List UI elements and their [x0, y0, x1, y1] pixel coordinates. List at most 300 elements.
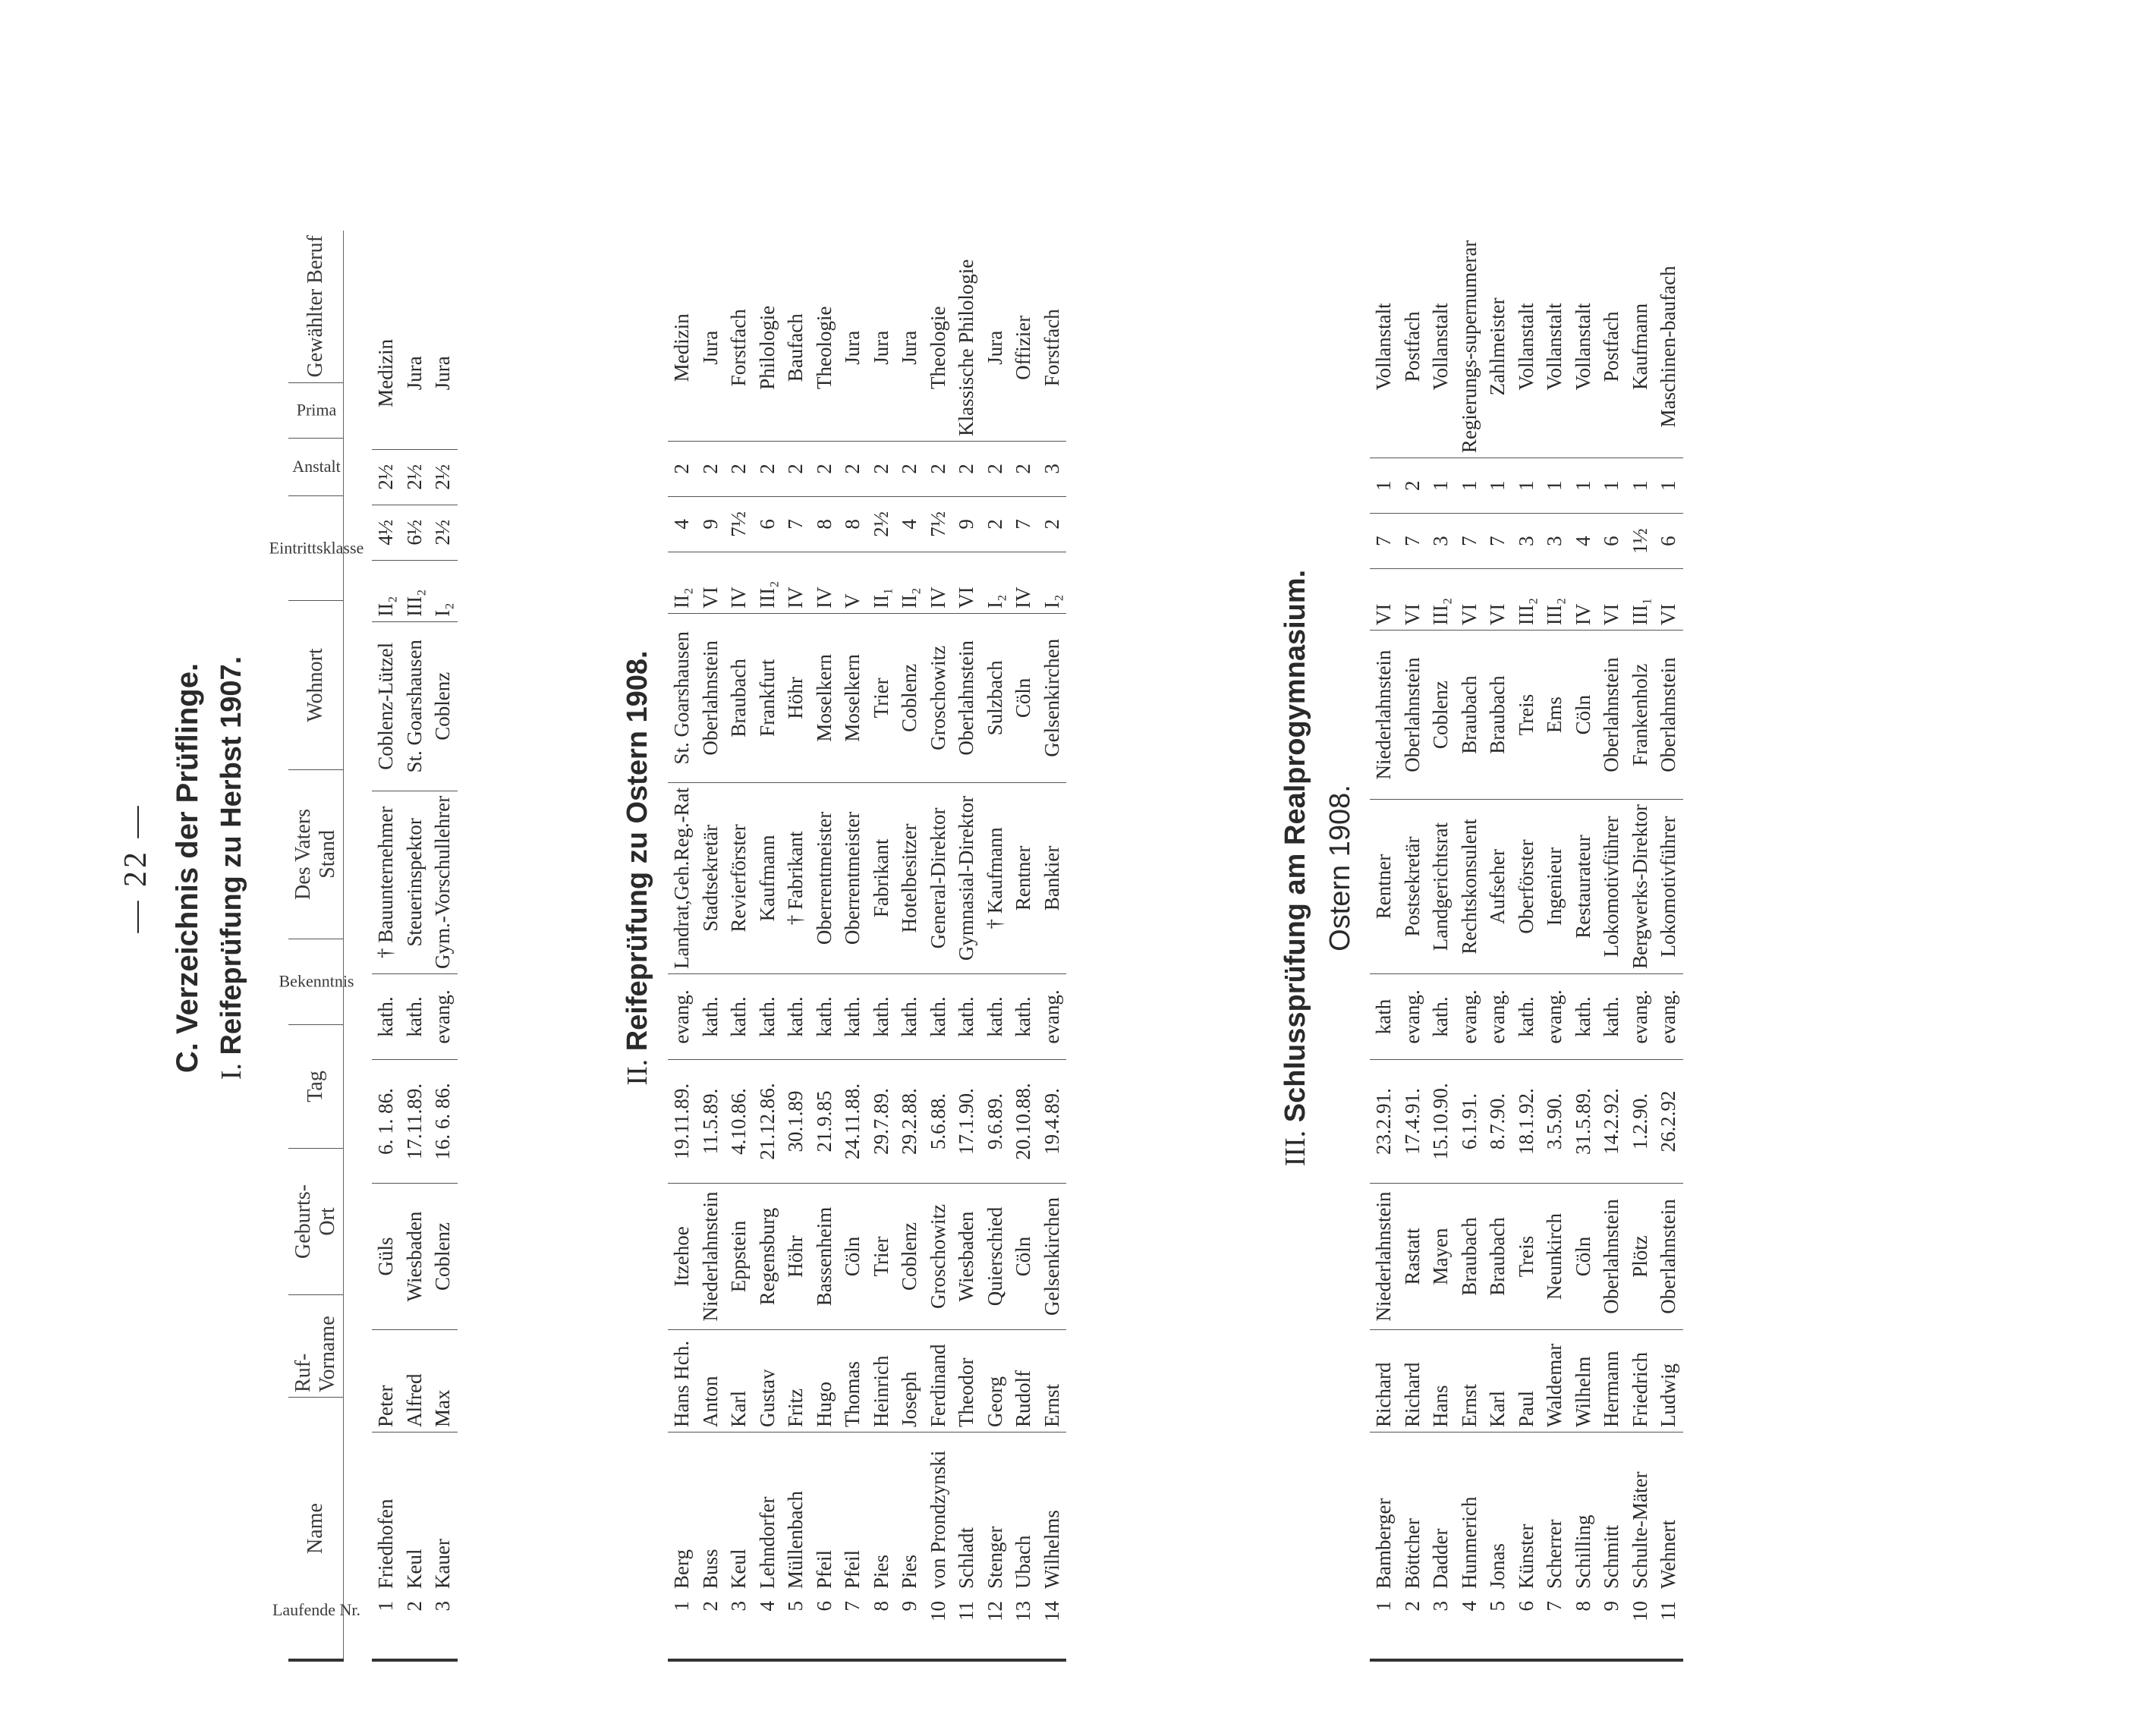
cell-vater-stand: Restaurateur	[1569, 800, 1598, 974]
cell-dauer-prima: 1	[1456, 458, 1484, 514]
section-title: Schlussprüfung am Realprogymnasium.	[1279, 569, 1311, 1123]
cell-geburtsort: Gelsenkirchen	[1038, 1184, 1067, 1330]
cell-dauer-anstalt: 6	[1654, 514, 1683, 569]
cell-vater-stand: Gymnasial-Direktor	[952, 782, 981, 973]
cell-vater-stand: † Bauunternehmer	[372, 791, 401, 973]
cell-eintrittsklasse: III₂	[401, 560, 430, 621]
cell-beruf: Regierungs-supernumerar	[1456, 236, 1484, 458]
table-row	[810, 255, 839, 1660]
cell-vorname: Fritz	[782, 1330, 810, 1433]
header-ruf-vorname: Ruf- Vorname	[288, 1294, 344, 1397]
cell-nr: 1	[372, 1593, 401, 1660]
cell-vorname: Hugo	[810, 1330, 839, 1433]
table-row	[867, 255, 896, 1660]
cell-dauer-prima: 1	[1512, 458, 1541, 514]
cell-dauer-prima: 1	[1569, 458, 1598, 514]
cell-vater-stand: Oberförster	[1512, 800, 1541, 974]
cell-name: Friedhofen	[374, 1499, 398, 1589]
section-subtitle: Ostern 1908.	[1324, 785, 1356, 951]
cell-eintrittsklasse: I₂	[1038, 552, 1067, 613]
cell-bekenntnis: kath.	[924, 974, 953, 1060]
cell-vater-stand: Aufseher	[1484, 800, 1512, 974]
cell-wohnort: Moselkern	[839, 613, 867, 782]
cell-wohnort: Niederlahnstein	[1370, 631, 1399, 800]
cell-geburtsort: Niederlahnstein	[1370, 1184, 1399, 1330]
cell-dauer-prima: 2	[981, 441, 1010, 496]
cell-eintrittsklasse: VI	[1399, 569, 1427, 631]
cell-geburtstag: 29.7.89.	[867, 1060, 896, 1184]
cell-vorname: Theodor	[952, 1330, 981, 1433]
cell-beruf: Jura	[981, 255, 1010, 442]
cell-geburtstag: 5.6.88.	[924, 1060, 953, 1184]
cell-geburtstag: 19.4.89.	[1038, 1060, 1067, 1184]
cell-beruf: Vollanstalt	[1427, 236, 1456, 458]
cell-wohnort: Oberlahnstein	[697, 613, 725, 782]
cell-beruf: Jura	[839, 255, 867, 442]
cell-wohnort: Braubach	[725, 613, 754, 782]
cell-geburtsort: Oberlahnstein	[1654, 1184, 1683, 1330]
cell-dauer-anstalt: 3	[1541, 514, 1569, 569]
cell-eintrittsklasse: III₂	[1427, 569, 1456, 631]
cell-dauer-anstalt: 8	[839, 496, 867, 552]
cell-dauer-anstalt: 3	[1427, 514, 1456, 569]
header-geburts: Geburts-	[291, 1184, 315, 1259]
cell-bekenntnis: kath.	[401, 974, 430, 1060]
cell-nr: 11	[1654, 1593, 1683, 1660]
cell-name: Buss	[698, 1549, 722, 1589]
cell-eintrittsklasse: VI	[1597, 569, 1626, 631]
cell-wohnort: Coblenz-Lützel	[372, 621, 401, 791]
cell-name: Pies	[869, 1554, 892, 1589]
cell-bekenntnis: evang.	[1484, 974, 1512, 1060]
cell-bekenntnis: evang.	[668, 974, 697, 1060]
cell-dauer-prima: 1	[1427, 458, 1456, 514]
cell-beruf: Jura	[401, 297, 430, 450]
cell-name: Bamberger	[1372, 1498, 1396, 1589]
cell-nr: 2	[697, 1593, 725, 1660]
cell-geburtsort: Mayen	[1427, 1184, 1456, 1330]
cell-geburtstag: 9.6.89.	[981, 1060, 1010, 1184]
cell-geburtsort: Itzehoe	[668, 1184, 697, 1330]
header-geburts-ort	[288, 1148, 344, 1294]
table-row	[1427, 236, 1456, 1660]
cell-bekenntnis: kath.	[895, 974, 924, 1060]
cell-geburtstag: 8.7.90.	[1484, 1060, 1512, 1184]
cell-vorname: Friedrich	[1626, 1330, 1655, 1433]
table-row	[839, 255, 867, 1660]
cell-eintrittsklasse: III₂	[1541, 569, 1569, 631]
cell-wohnort: St. Goarshausen	[668, 613, 697, 782]
cell-beruf: Forstfach	[725, 255, 754, 442]
cell-geburtstag: 29.2.88.	[895, 1060, 924, 1184]
cell-bekenntnis: kath.	[725, 974, 754, 1060]
cell-nr: 13	[1009, 1593, 1038, 1660]
cell-geburtsort: Neunkirch	[1541, 1184, 1569, 1330]
cell-wohnort: Treis	[1512, 631, 1541, 800]
table-section-3	[1370, 236, 1683, 1662]
cell-nr: 4	[754, 1593, 782, 1660]
cell-wohnort: Oberlahnstein	[1399, 631, 1427, 800]
cell-geburtstag: 30.1.89	[782, 1060, 810, 1184]
cell-wohnort: Höhr	[782, 613, 810, 782]
cell-wohnort: Oberlahnstein	[952, 613, 981, 782]
section-heading-3	[1279, 0, 1312, 1736]
cell-geburtstag: 17.1.90.	[952, 1060, 981, 1184]
cell-name: von Prondzynski	[926, 1450, 949, 1589]
cell-vorname: Thomas	[839, 1330, 867, 1433]
cell-nr: 3	[429, 1593, 458, 1660]
cell-geburtsort: Niederlahnstein	[697, 1184, 725, 1330]
cell-dauer-anstalt: 2	[1038, 496, 1067, 552]
cell-name: Wilhelms	[1040, 1510, 1063, 1589]
cell-vater-stand: Rentner	[1009, 782, 1038, 973]
table-row	[754, 255, 782, 1660]
cell-beruf: Jura	[697, 255, 725, 442]
cell-dauer-prima: 2	[1009, 441, 1038, 496]
cell-beruf: Kaufmann	[1626, 236, 1655, 458]
cell-name: Pies	[898, 1554, 921, 1589]
cell-vater-stand: Steuerinspektor	[401, 791, 430, 973]
cell-eintrittsklasse: IV	[810, 552, 839, 613]
cell-eintrittsklasse: II₂	[668, 552, 697, 613]
cell-wohnort: Gelsenkirchen	[1038, 613, 1067, 782]
cell-eintrittsklasse: VI	[697, 552, 725, 613]
cell-dauer-anstalt: 2½	[429, 505, 458, 560]
header-anstalt: Anstalt	[288, 438, 344, 496]
cell-nr: 14	[1038, 1593, 1067, 1660]
cell-bekenntnis: kath.	[782, 974, 810, 1060]
table-row	[1009, 255, 1038, 1660]
cell-bekenntnis: evang.	[1626, 974, 1655, 1060]
cell-eintrittsklasse: III₂	[1512, 569, 1541, 631]
cell-eintrittsklasse: VI	[952, 552, 981, 613]
header-name: Name	[288, 1397, 344, 1558]
cell-bekenntnis: kath.	[981, 974, 1010, 1060]
cell-name: Berg	[670, 1549, 694, 1589]
cell-name: Müllenbach	[784, 1491, 807, 1589]
cell-name: Kauer	[431, 1539, 455, 1589]
cell-vorname: Richard	[1399, 1330, 1427, 1433]
cell-dauer-anstalt: 7	[1399, 514, 1427, 569]
cell-bekenntnis: evang.	[1654, 974, 1683, 1060]
cell-geburtstag: 16. 6. 86.	[429, 1060, 458, 1184]
cell-geburtstag: 14.2.92.	[1597, 1060, 1626, 1184]
cell-wohnort: Trier	[867, 613, 896, 782]
cell-dauer-anstalt: 7	[782, 496, 810, 552]
table-row	[1654, 236, 1683, 1660]
table-row	[952, 255, 981, 1660]
cell-eintrittsklasse: II₂	[372, 560, 401, 621]
cell-dauer-prima: 1	[1541, 458, 1569, 514]
cell-dauer-prima: 1	[1597, 458, 1626, 514]
cell-vorname: Ernst	[1038, 1330, 1067, 1433]
cell-geburtstag: 11.5.89.	[697, 1060, 725, 1184]
cell-vater-stand: Stadtsekretär	[697, 782, 725, 973]
cell-geburtstag: 6.1.91.	[1456, 1060, 1484, 1184]
cell-geburtstag: 6. 1. 86.	[372, 1060, 401, 1184]
cell-nr: 1	[668, 1593, 697, 1660]
cell-vorname: Hans	[1427, 1330, 1456, 1433]
section-heading-2	[621, 0, 654, 1736]
cell-nr: 5	[782, 1593, 810, 1660]
cell-eintrittsklasse: III₂	[754, 552, 782, 613]
cell-name: Schulte-Mäter	[1628, 1471, 1651, 1589]
cell-geburtsort: Braubach	[1484, 1184, 1512, 1330]
cell-vater-stand: Kaufmann	[754, 782, 782, 973]
cell-beruf: Forstfach	[1038, 255, 1067, 442]
cell-wohnort: Frankfurt	[754, 613, 782, 782]
cell-wohnort: Coblenz	[1427, 631, 1456, 800]
cell-wohnort: Oberlahnstein	[1654, 631, 1683, 800]
cell-bekenntnis: evang.	[1541, 974, 1569, 1060]
cell-name: Scherrer	[1543, 1519, 1566, 1589]
cell-dauer-anstalt: 4	[1569, 514, 1598, 569]
cell-dauer-prima: 2	[754, 441, 782, 496]
cell-vorname: Joseph	[895, 1330, 924, 1433]
cell-name: Stenger	[983, 1526, 1006, 1589]
cell-geburtsort: Rastatt	[1399, 1184, 1427, 1330]
cell-nr: 2	[401, 1593, 430, 1660]
table-row	[895, 255, 924, 1660]
header-ort: Ort	[316, 1207, 339, 1236]
cell-name: Pfeil	[841, 1550, 864, 1589]
header-vater-stand	[288, 769, 344, 939]
cell-geburtsort: Eppstein	[725, 1184, 754, 1330]
cell-bekenntnis: kath	[1370, 974, 1399, 1060]
cell-dauer-anstalt: 7	[1009, 496, 1038, 552]
cell-vorname: Waldemar	[1541, 1330, 1569, 1433]
cell-eintrittsklasse: VI	[1654, 569, 1683, 631]
cell-eintrittsklasse: III₁	[1626, 569, 1655, 631]
cell-beruf: Klassische Philologie	[952, 255, 981, 442]
table-row	[668, 255, 697, 1660]
cell-vater-stand: Lokomotivführer	[1597, 800, 1626, 974]
cell-beruf: Zahlmeister	[1484, 236, 1512, 458]
cell-wohnort: Sulzbach	[981, 613, 1010, 782]
cell-geburtsort: Groschowitz	[924, 1184, 953, 1330]
cell-name: Böttcher	[1400, 1518, 1424, 1589]
cell-vater-stand: Oberrentmeister	[839, 782, 867, 973]
cell-beruf: Vollanstalt	[1512, 236, 1541, 458]
table-row	[429, 297, 458, 1660]
cell-nr: 11	[952, 1593, 981, 1660]
cell-name: Lehndorfer	[755, 1496, 779, 1589]
cell-dauer-anstalt: 7	[1370, 514, 1399, 569]
cell-dauer-anstalt: 1½	[1626, 514, 1655, 569]
cell-bekenntnis: kath.	[754, 974, 782, 1060]
cell-vorname: Ferdinand	[924, 1330, 953, 1433]
cell-geburtstag: 26.2.92	[1654, 1060, 1683, 1184]
cell-vorname: Anton	[697, 1330, 725, 1433]
page-number: — 22 —	[118, 803, 153, 933]
cell-vorname: Ludwig	[1654, 1330, 1683, 1433]
cell-bekenntnis: kath.	[810, 974, 839, 1060]
table-row	[401, 297, 430, 1660]
cell-wohnort: Ems	[1541, 631, 1569, 800]
cell-vorname: Peter	[372, 1330, 401, 1433]
cell-dauer-anstalt: 7	[1456, 514, 1484, 569]
cell-vater-stand: Lokomotivführer	[1654, 800, 1683, 974]
cell-nr: 8	[867, 1593, 896, 1660]
cell-beruf: Vollanstalt	[1569, 236, 1598, 458]
cell-dauer-prima: 2	[867, 441, 896, 496]
cell-vorname: Hermann	[1597, 1330, 1626, 1433]
cell-vorname: Hans Hch.	[668, 1330, 697, 1433]
cell-vater-stand: Landgerichtsrat	[1427, 800, 1456, 974]
cell-eintrittsklasse: I₂	[981, 552, 1010, 613]
cell-beruf: Jura	[867, 255, 896, 442]
cell-nr: 4	[1456, 1593, 1484, 1660]
cell-geburtstag: 17.4.91.	[1399, 1060, 1427, 1184]
cell-dauer-prima: 2	[1399, 458, 1427, 514]
table-row	[981, 255, 1010, 1660]
cell-vater-stand: Bankier	[1038, 782, 1067, 973]
header-laufende-nr: Laufende Nr.	[288, 1558, 344, 1660]
cell-geburtstag: 31.5.89.	[1569, 1060, 1598, 1184]
column-header-row	[269, 231, 364, 1662]
cell-bekenntnis: kath.	[1569, 974, 1598, 1060]
cell-wohnort: Groschowitz	[924, 613, 953, 782]
header-gewaehlter-beruf: Gewählter Beruf	[288, 231, 344, 383]
cell-eintrittsklasse: V	[839, 552, 867, 613]
cell-bekenntnis: evang.	[429, 974, 458, 1060]
cell-dauer-anstalt: 4½	[372, 505, 401, 560]
cell-vater-stand: Postsekretär	[1399, 800, 1427, 974]
table-row	[1597, 236, 1626, 1660]
cell-eintrittsklasse: II₂	[895, 552, 924, 613]
cell-dauer-prima: 2	[668, 441, 697, 496]
cell-wohnort: Cöln	[1009, 613, 1038, 782]
cell-vorname: Ernst	[1456, 1330, 1484, 1433]
cell-beruf: Philologie	[754, 255, 782, 442]
cell-vater-stand: Oberrentmeister	[810, 782, 839, 973]
cell-nr: 7	[1541, 1593, 1569, 1660]
cell-geburtstag: 24.11.88.	[839, 1060, 867, 1184]
cell-bekenntnis: kath.	[1512, 974, 1541, 1060]
cell-geburtsort: Wiesbaden	[952, 1184, 981, 1330]
table-row	[725, 255, 754, 1660]
cell-dauer-prima: 2	[725, 441, 754, 496]
cell-name: Dadder	[1429, 1528, 1453, 1589]
cell-beruf: Theologie	[810, 255, 839, 442]
cell-geburtstag: 1.2.90.	[1626, 1060, 1655, 1184]
cell-nr: 5	[1484, 1593, 1512, 1660]
section-heading-1	[215, 0, 248, 1736]
section-title: Reifeprüfung zu Ostern 1908.	[622, 650, 653, 1052]
cell-geburtstag: 20.10.88.	[1009, 1060, 1038, 1184]
cell-geburtsort: Bassenheim	[810, 1184, 839, 1330]
table-section-1	[372, 297, 458, 1662]
cell-nr: 10	[924, 1593, 953, 1660]
cell-wohnort: St. Goarshausen	[401, 621, 430, 791]
cell-name: Keul	[402, 1549, 426, 1589]
cell-dauer-anstalt: 7	[1484, 514, 1512, 569]
cell-dauer-anstalt: 9	[697, 496, 725, 552]
cell-dauer-prima: 2	[924, 441, 953, 496]
cell-nr: 10	[1626, 1593, 1655, 1660]
cell-dauer-prima: 2	[839, 441, 867, 496]
cell-vorname: Max	[429, 1330, 458, 1433]
cell-vater-stand: Ingenieur	[1541, 800, 1569, 974]
cell-dauer-prima: 3	[1038, 441, 1067, 496]
cell-eintrittsklasse: IV	[725, 552, 754, 613]
cell-eintrittsklasse: I₂	[429, 560, 458, 621]
cell-bekenntnis: evang.	[1399, 974, 1427, 1060]
cell-eintrittsklasse: IV	[1569, 569, 1598, 631]
table-row	[924, 255, 953, 1660]
cell-dauer-prima: 2½	[401, 449, 430, 505]
cell-geburtsort: Treis	[1512, 1184, 1541, 1330]
cell-nr: 9	[1597, 1593, 1626, 1660]
cell-geburtsort: Höhr	[782, 1184, 810, 1330]
section-number: III.	[1279, 1130, 1311, 1167]
cell-dauer-anstalt: 9	[952, 496, 981, 552]
cell-nr: 2	[1399, 1593, 1427, 1660]
cell-bekenntnis: kath.	[697, 974, 725, 1060]
table-row	[1569, 236, 1598, 1660]
cell-eintrittsklasse: IV	[1009, 552, 1038, 613]
cell-geburtstag: 18.1.92.	[1512, 1060, 1541, 1184]
cell-vater-stand: Fabrikant	[867, 782, 896, 973]
main-heading: C. Verzeichnis der Prüflinge.	[171, 662, 204, 1074]
cell-nr: 6	[810, 1593, 839, 1660]
cell-beruf: Theologie	[924, 255, 953, 442]
cell-vater-stand: Revierförster	[725, 782, 754, 973]
cell-dauer-anstalt: 6½	[401, 505, 430, 560]
cell-bekenntnis: kath.	[372, 974, 401, 1060]
cell-vorname: Rudolf	[1009, 1330, 1038, 1433]
cell-dauer-prima: 1	[1370, 458, 1399, 514]
cell-eintrittsklasse: IV	[924, 552, 953, 613]
cell-geburtsort: Regensburg	[754, 1184, 782, 1330]
table-row	[1626, 236, 1655, 1660]
cell-vorname: Richard	[1370, 1330, 1399, 1433]
cell-dauer-anstalt: 6	[754, 496, 782, 552]
cell-vorname: Karl	[1484, 1330, 1512, 1433]
section-number: II.	[622, 1058, 653, 1086]
cell-bekenntnis: evang.	[1456, 974, 1484, 1060]
cell-name: Künster	[1514, 1524, 1538, 1589]
cell-wohnort: Braubach	[1456, 631, 1484, 800]
cell-geburtstag: 21.9.85	[810, 1060, 839, 1184]
cell-vater-stand: † Kaufmann	[981, 782, 1010, 973]
cell-geburtsort: Trier	[867, 1184, 896, 1330]
cell-geburtsort: Coblenz	[429, 1184, 458, 1330]
table-row	[1370, 236, 1399, 1660]
header-eintrittsklasse: Eintrittsklasse	[288, 496, 344, 601]
cell-vater-stand: Bergwerks-Direktor	[1626, 800, 1655, 974]
cell-nr: 3	[1427, 1593, 1456, 1660]
table-row	[1541, 236, 1569, 1660]
cell-geburtsort: Plötz	[1626, 1184, 1655, 1330]
cell-dauer-prima: 2½	[372, 449, 401, 505]
table-row	[1484, 236, 1512, 1660]
cell-beruf: Postfach	[1399, 236, 1427, 458]
cell-geburtsort: Cöln	[839, 1184, 867, 1330]
header-des-vaters: Des Vaters	[291, 808, 315, 900]
cell-vorname: Georg	[981, 1330, 1010, 1433]
cell-dauer-anstalt: 7½	[725, 496, 754, 552]
cell-dauer-anstalt: 3	[1512, 514, 1541, 569]
cell-dauer-anstalt: 4	[668, 496, 697, 552]
cell-geburtstag: 21.12.86.	[754, 1060, 782, 1184]
cell-bekenntnis: kath.	[1427, 974, 1456, 1060]
table-section-2	[668, 255, 1066, 1662]
cell-geburtstag: 23.2.91.	[1370, 1060, 1399, 1184]
cell-dauer-anstalt: 2½	[867, 496, 896, 552]
cell-dauer-anstalt: 8	[810, 496, 839, 552]
table-row	[782, 255, 810, 1660]
